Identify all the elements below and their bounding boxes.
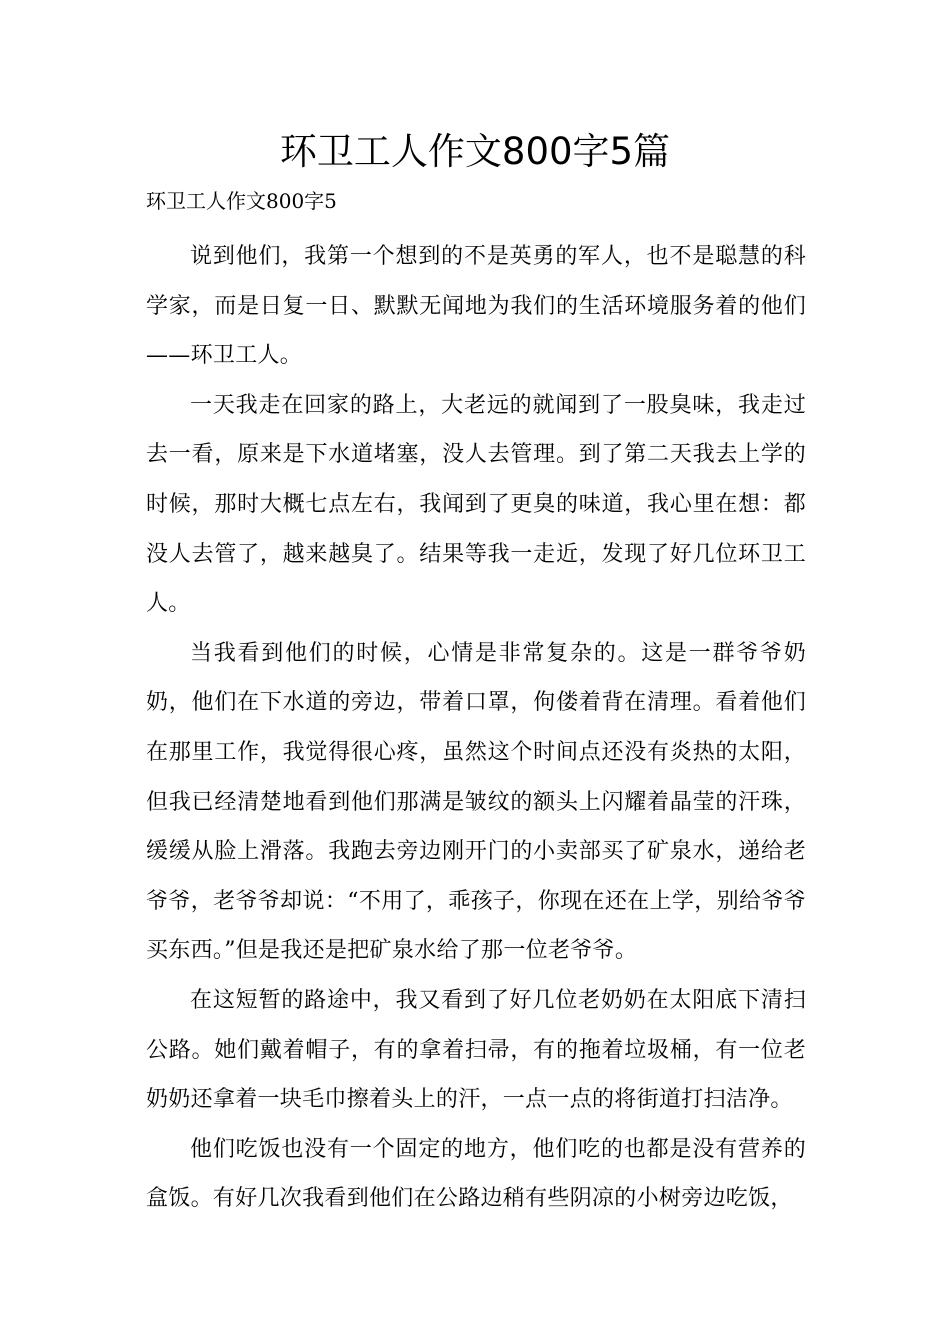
document-subtitle: 环卫工人作文800字5 (146, 189, 337, 213)
paragraph: 在这短暂的路途中，我又看到了好几位老奶奶在太阳底下清扫公路。她们戴着帽子，有的拿着扫帚，有的拖着垃圾桶，有一位老奶奶还拿着一块毛巾擦着头上的汗，一点一点的将街道打扫洁净。 (146, 987, 806, 1113)
paragraph: 当我看到他们的时候，心情是非常复杂的。这是一群爷爷奶奶，他们在下水道的旁边，带着口罩，佝偻着背在清理。看着他们在那里工作，我觉得很心疼，虽然这个时间点还没有炎热的太阳，但我已经清楚地看到他们那满是皱纹的额头上闪耀着晶莹的汗珠，缓缓从脸上滑落。我跑去旁边刚开门的小卖部买了矿泉水，递给老爷爷，老爷爷却说：“不用了，乖孩子，你现在还在上学，别给爷爷买东西。”但是我还是把矿泉水给了那一位老爷爷。 (146, 640, 806, 964)
paragraph: 一天我走在回家的路上，大老远的就闻到了一股臭味，我走过去一看，原来是下水道堵塞，没人去管理。到了第二天我去上学的时候，那时大概七点左右，我闻到了更臭的味道，我心里在想：都没人去管了，越来越臭了。结果等我一走近，发现了好几位环卫工人。 (146, 392, 806, 617)
paragraph: 说到他们，我第一个想到的不是英勇的军人，也不是聪慧的科学家，而是日复一日、默默无闻地为我们的生活环境服务着的他们——环卫工人。 (146, 244, 806, 369)
document-title: 环卫工人作文800字5篇 (279, 130, 671, 173)
document-body (146, 232, 806, 1224)
paragraph: 他们吃饭也没有一个固定的地方，他们吃的也都是没有营养的盒饭。有好几次我看到他们在公路边稍有些阴凉的小树旁边吃饭， (146, 1136, 806, 1212)
